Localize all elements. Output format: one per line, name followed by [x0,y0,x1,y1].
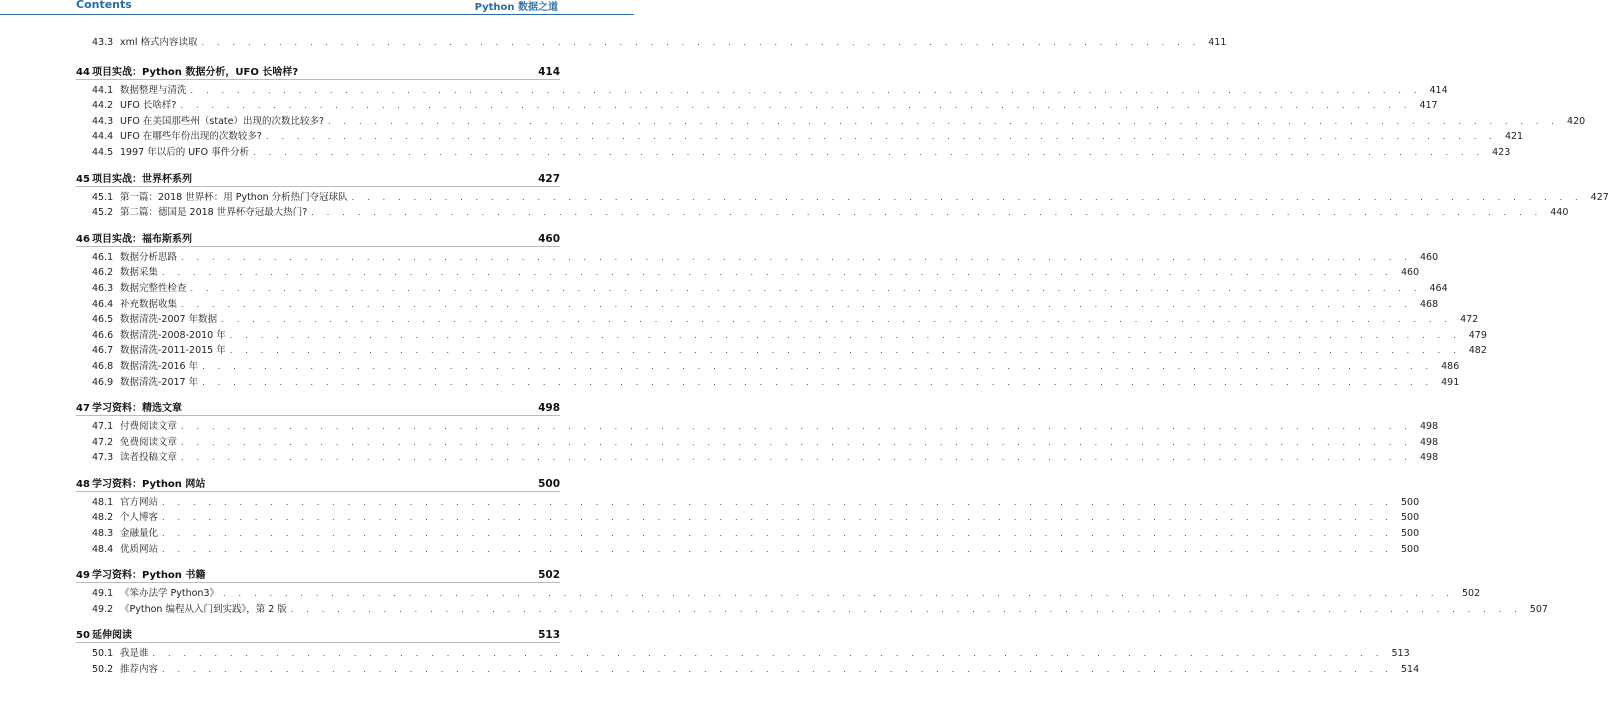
section-number: 48.2 [92,512,114,524]
section-title: 数据完整性检查 [120,282,187,294]
section-page: 421 [1504,131,1524,143]
section-title: 第二篇：德国是 2018 世界杯夺冠最大热门? [120,207,308,219]
section-page: 460 [1401,267,1420,279]
toc-chapter [76,170,1609,220]
section-page: 472 [1460,314,1479,326]
toc-entry[interactable] [76,296,1439,312]
chapter-number: 48 [76,478,90,490]
section-number: 47.3 [92,452,114,464]
section-page: 417 [1419,100,1438,112]
section-number: 48.1 [92,496,114,508]
section-number: 50.2 [92,664,114,676]
chapter-number: 49 [76,570,90,582]
toc-chapter [76,399,1439,465]
leader-dots: . . . . . . . . . . . . . . . . . . . . . . . . . . . . . . . . . . . . . . . . . . . . . . . . . . . . . . . . . . . . . . . . . . . . . . . . . . . . . . . . [311,208,1543,218]
section-title: 数据清洗-2011-2015 年 [120,345,226,357]
leader-dots: . . . . . . . . . . . . . . . . . . . . . . . . . . . . . . . . . . . . . . . . . . . . . . . . . . . . . . . . . . . . . . . . . . . . . . . . . . . . . . . . [162,665,1394,675]
toc-entry[interactable] [76,311,1479,327]
chapter-title: 项目实战：Python 数据分析，UFO 长啥样? [92,66,299,78]
leader-dots: . . . . . . . . . . . . . . . . . . . . . . . . . . . . . . . . . . . . . . . . . . . . . . . . . . . . . . . . . . . . . . . . . . . . . . . . . . . . . . . . [253,147,1485,157]
chapter-title: 项目实战：福布斯系列 [92,233,192,245]
toc-entry[interactable] [76,645,1410,661]
chapter-heading[interactable] [76,170,560,186]
section-number: 44.1 [92,84,114,96]
leader-dots: . . . . . . . . . . . . . . . . . . . . . . . . . . . . . . . . . . . . . . . . . . . . . . . . . . . . . . . . . . . . . . . . . . . . . . . . . . . . . . . . [229,346,1461,356]
leader-dots: . . . . . . . . . . . . . . . . . . . . . . . . . . . . . . . . . . . . . . . . . . . . . . . . . . . . . . . . . . . . . . . . . . . . . . . . . . . . . . . . [162,497,1394,507]
section-page: 482 [1468,345,1487,357]
toc-entry[interactable] [76,249,1439,265]
header-book-title: Python 数据之道 [474,2,558,13]
chapter-page: 502 [538,569,560,582]
leader-dots: . . . . . . . . . . . . . . . . . . . . . . . . . . . . . . . . . . . . . . . . . . . . . . . . . . . . . . . . . . . . . . . . . . . . . . . . . . . . . . . . [162,513,1394,523]
section-page: 479 [1468,329,1487,341]
leader-dots: . . . . . . . . . . . . . . . . . . . . . . . . . . . . . . . . . . . . . . . . . . . . . . . . . . . . . . . . . . . . . . . . . . . . . . . . . . . . . . . . [181,252,1413,262]
section-number: 47.2 [92,436,114,448]
section-page: 502 [1462,588,1481,600]
section-title: 《笨办法学 Python3》 [120,588,219,600]
section-page: 500 [1401,512,1420,524]
chapter-number: 44 [76,66,90,78]
toc-entry[interactable] [76,418,1439,434]
chapter-page: 414 [538,65,560,78]
toc-entry[interactable] [76,358,1460,374]
section-title: 付费阅读文章 [120,421,178,433]
section-number: 46.3 [92,282,114,294]
section-title: UFO 在哪些年份出现的次数较多? [120,131,262,143]
section-number: 46.6 [92,329,114,341]
toc-entry[interactable] [76,342,1487,358]
section-number: 46.5 [92,314,114,326]
chapter-heading[interactable] [76,63,560,79]
section-page: 468 [1420,298,1439,310]
section-page: 507 [1529,603,1548,615]
toc-chapter [76,566,1548,616]
section-title: UFO 长啥样? [120,100,177,112]
toc-entry[interactable] [76,509,1420,525]
section-title: 补充数据收集 [120,298,178,310]
chapter-title: 学习资料：Python 网站 [92,478,206,490]
section-page: 420 [1567,115,1586,127]
section-title: 1997 年以后的 UFO 事件分析 [120,146,250,158]
section-page: 440 [1550,207,1569,219]
chapter-rule [76,186,560,187]
section-number: 44.3 [92,115,114,127]
chapter-page: 427 [538,172,560,185]
section-title: 数据采集 [120,267,159,279]
section-page: 464 [1429,282,1448,294]
leader-dots: . . . . . . . . . . . . . . . . . . . . . . . . . . . . . . . . . . . . . . . . . . . . . . . . . . . . . . . . . . . . . . . . . . . . . . . . . . . . . . . . [190,85,1422,95]
table-of-contents [76,34,1609,687]
leader-dots: . . . . . . . . . . . . . . . . . . . . . . . . . . . . . . . . . . . . . . . . . . . . . . . . . . . . . . . . . . . . . . . . . . . . . . . . . . . . . . . . [181,422,1413,432]
toc-entry[interactable] [76,264,1420,280]
section-number: 46.1 [92,251,114,263]
chapter-list [76,63,1609,677]
chapter-rule [76,642,560,643]
section-title: 《Python 编程从入门到实践》，第 2 版 [120,603,287,615]
section-title: 优质网站 [120,543,159,555]
section-page: 498 [1420,436,1439,448]
chapter-title: 学习资料：精选文章 [92,403,182,415]
toc-entry[interactable] [76,189,1609,205]
chapter-rule [76,491,560,492]
chapter-page: 500 [538,477,560,490]
section-number: 44.2 [92,100,114,112]
leader-dots: . . . . . . . . . . . . . . . . . . . . . . . . . . . . . . . . . . . . . . . . . . . . . . . . . . . . . . . . . . . . . . . . . . . . . . . . . . . . . . . . [229,330,1461,340]
leader-dots: . . . . . . . . . . . . . . . . . . . . . . . . . . . . . . . . . . . . . . . . . . . . . . . . . . . . . . . . . . . . . . . . . . . . . . . . . . . . . . . . [202,377,1434,387]
section-page: 411 [1208,37,1227,48]
section-page: 500 [1401,496,1420,508]
toc-chapter [76,475,1420,556]
section-number: 46.4 [92,298,114,310]
section-title: xml 格式内容读取 [120,37,198,48]
section-title: 官方网站 [120,496,159,508]
toc-entry[interactable] [76,374,1460,390]
leader-dots: . . . . . . . . . . . . . . . . . . . . . . . . . . . . . . . . . . . . . . . . . . . . . . . . . . . . . . . . . . . . . . . . . . . . . . . . . . . . . . . . [265,132,1498,142]
leader-dots: . . . . . . . . . . . . . . . . . . . . . . . . . . . . . . . . . . . . . . . . . . . . . . . . . . . . . . . . . . . . . . . . . . . . . . . . . . . . . . . . [162,544,1394,554]
section-number: 49.1 [92,588,114,600]
toc-entry[interactable] [76,204,1569,220]
chapter-heading[interactable] [76,230,560,246]
section-page: 491 [1441,376,1460,388]
section-title: 第一篇：2018 世界杯：用 Python 分析热门夺冠球队 [120,191,348,203]
leader-dots: . . . . . . . . . . . . . . . . . . . . . . . . . . . . . . . . . . . . . . . . . . . . . . . . . . . . . . . . . . . . . . . . . . . . . . . . . . . . . . . . [162,529,1394,539]
section-number: 49.2 [92,603,114,615]
chapter-rule [76,415,560,416]
section-title: 数据清洗-2007 年数据 [120,314,218,326]
chapter-number: 50 [76,630,90,642]
leader-dots: . . . . . . . . . . . . . . . . . . . . . . . . . . . . . . . . . . . . . . . . . . . . . . . . . . . . . . . . . . . . . . . . . . . . . . . . . . . . . . . . [181,437,1413,447]
toc-entry[interactable] [76,585,1481,601]
section-page: 460 [1420,251,1439,263]
leader-dots: . . . . . . . . . . . . . . . . . . . . . . . . . . . . . . . . . . . . . . . . . . . . . . . . . . . . . . . . . . . . . . . . . . . . . . . . . . . . . . . . [351,192,1583,202]
section-number: 47.1 [92,421,114,433]
leader-dots: . . . . . . . . . . . . . . . . . . . . . . . . . . . . . . . . . . . . . . . . . . . . . . . . . . . . . . . . . . . . . . . . . [201,38,1201,47]
section-title: 推荐内容 [120,664,159,676]
toc-entry[interactable] [76,449,1439,465]
section-page: 500 [1401,543,1420,555]
chapter-rule [76,582,560,583]
section-page: 498 [1420,421,1439,433]
chapter-heading[interactable] [76,626,560,642]
section-number: 45.1 [92,191,114,203]
chapter-number: 47 [76,403,90,415]
leader-dots: . . . . . . . . . . . . . . . . . . . . . . . . . . . . . . . . . . . . . . . . . . . . . . . . . . . . . . . . . . . . . . . . . . . . . . . . . . . . . . . . [190,283,1422,293]
leader-dots: . . . . . . . . . . . . . . . . . . . . . . . . . . . . . . . . . . . . . . . . . . . . . . . . . . . . . . . . . . . . . . . . . . . . . . . . . . . . . . . . [152,649,1384,659]
chapter-rule [76,79,560,80]
section-title: 金融量化 [120,528,159,540]
page-header [0,0,634,15]
section-page: 486 [1441,360,1460,372]
section-number: 50.1 [92,648,114,660]
section-page: 500 [1401,528,1420,540]
leader-dots: . . . . . . . . . . . . . . . . . . . . . . . . . . . . . . . . . . . . . . . . . . . . . . . . . . . . . . . . . . . . . . . . . . . . . . . . . . . . . . . . [328,116,1560,126]
chapter-heading[interactable] [76,399,560,415]
section-title: 数据清洗-2017 年 [120,376,199,388]
toc-entry[interactable] [76,144,1511,160]
section-number: 46.2 [92,267,114,279]
section-number: 44.4 [92,131,114,143]
header-contents-title: Contents [76,0,132,11]
section-page: 514 [1401,664,1420,676]
toc-entry[interactable] [76,601,1548,617]
section-title: 数据整理与清洗 [120,84,187,96]
chapter-page: 498 [538,402,560,415]
chapter-title: 学习资料：Python 书籍 [92,570,206,582]
toc-entry[interactable] [76,128,1524,144]
section-number: 48.4 [92,543,114,555]
leader-dots: . . . . . . . . . . . . . . . . . . . . . . . . . . . . . . . . . . . . . . . . . . . . . . . . . . . . . . . . . . . . . . . . . . . . . . . . . . . . . . . . [180,101,1412,111]
toc-entry[interactable] [76,661,1420,677]
section-title: 数据分析思路 [120,251,178,263]
toc-chapter [76,63,1586,160]
chapter-number: 46 [76,233,90,245]
section-number: 46.9 [92,376,114,388]
leader-dots: . . . . . . . . . . . . . . . . . . . . . . . . . . . . . . . . . . . . . . . . . . . . . . . . . . . . . . . . . . . . . . . . . . . . . . . . . . . . . . . . [290,604,1522,614]
leader-dots: . . . . . . . . . . . . . . . . . . . . . . . . . . . . . . . . . . . . . . . . . . . . . . . . . . . . . . . . . . . . . . . . . . . . . . . . . . . . . . . . [221,315,1453,325]
section-number: 45.2 [92,207,114,219]
chapter-title: 项目实战：世界杯系列 [92,173,192,185]
section-title: 我是谁 [120,648,149,660]
chapter-page: 460 [538,232,560,245]
section-page: 423 [1492,146,1511,158]
toc-entry[interactable] [76,82,1448,98]
section-title: 数据清洗-2008-2010 年 [120,329,226,341]
section-number: 46.8 [92,360,114,372]
leader-dots: . . . . . . . . . . . . . . . . . . . . . . . . . . . . . . . . . . . . . . . . . . . . . . . . . . . . . . . . . . . . . . . . . . . . . . . . . . . . . . . . [181,453,1413,463]
chapter-rule [76,246,560,247]
toc-entry[interactable] [76,113,1586,129]
section-title: 免费阅读文章 [120,436,178,448]
chapter-title: 延伸阅读 [92,630,132,642]
section-page: 427 [1590,191,1609,203]
chapter-page: 513 [538,629,560,642]
section-title: 数据清洗-2016 年 [120,360,199,372]
toc-entry[interactable] [76,541,1420,557]
leader-dots: . . . . . . . . . . . . . . . . . . . . . . . . . . . . . . . . . . . . . . . . . . . . . . . . . . . . . . . . . . . . . . . . . . . . . . . . . . . . . . . . [223,589,1455,599]
toc-entry[interactable] [76,34,1227,50]
section-number: 46.7 [92,345,114,357]
leader-dots: . . . . . . . . . . . . . . . . . . . . . . . . . . . . . . . . . . . . . . . . . . . . . . . . . . . . . . . . . . . . . . . . . . . . . . . . . . . . . . . . [202,361,1434,371]
chapter-heading[interactable] [76,475,560,491]
section-title: 读者投稿文章 [120,452,178,464]
toc-chapter [76,626,1420,676]
chapter-number: 45 [76,173,90,185]
section-page: 513 [1391,648,1410,660]
toc-entry[interactable] [76,494,1420,510]
section-title: 个人博客 [120,512,159,524]
section-number: 43.3 [92,37,114,48]
leader-dots: . . . . . . . . . . . . . . . . . . . . . . . . . . . . . . . . . . . . . . . . . . . . . . . . . . . . . . . . . . . . . . . . . . . . . . . . . . . . . . . . [162,268,1394,278]
chapter-heading[interactable] [76,566,560,582]
section-page: 414 [1429,84,1448,96]
section-number: 48.3 [92,528,114,540]
toc-entry[interactable] [76,525,1420,541]
toc-entry[interactable] [76,434,1439,450]
toc-entry[interactable] [76,97,1438,113]
toc-entry[interactable] [76,327,1487,343]
section-number: 44.5 [92,146,114,158]
section-title: UFO 在美国那些州（state）出现的次数比较多? [120,115,325,127]
toc-chapter [76,230,1487,389]
section-page: 498 [1420,452,1439,464]
toc-entry[interactable] [76,280,1448,296]
leader-dots: . . . . . . . . . . . . . . . . . . . . . . . . . . . . . . . . . . . . . . . . . . . . . . . . . . . . . . . . . . . . . . . . . . . . . . . . . . . . . . . . [181,299,1413,309]
